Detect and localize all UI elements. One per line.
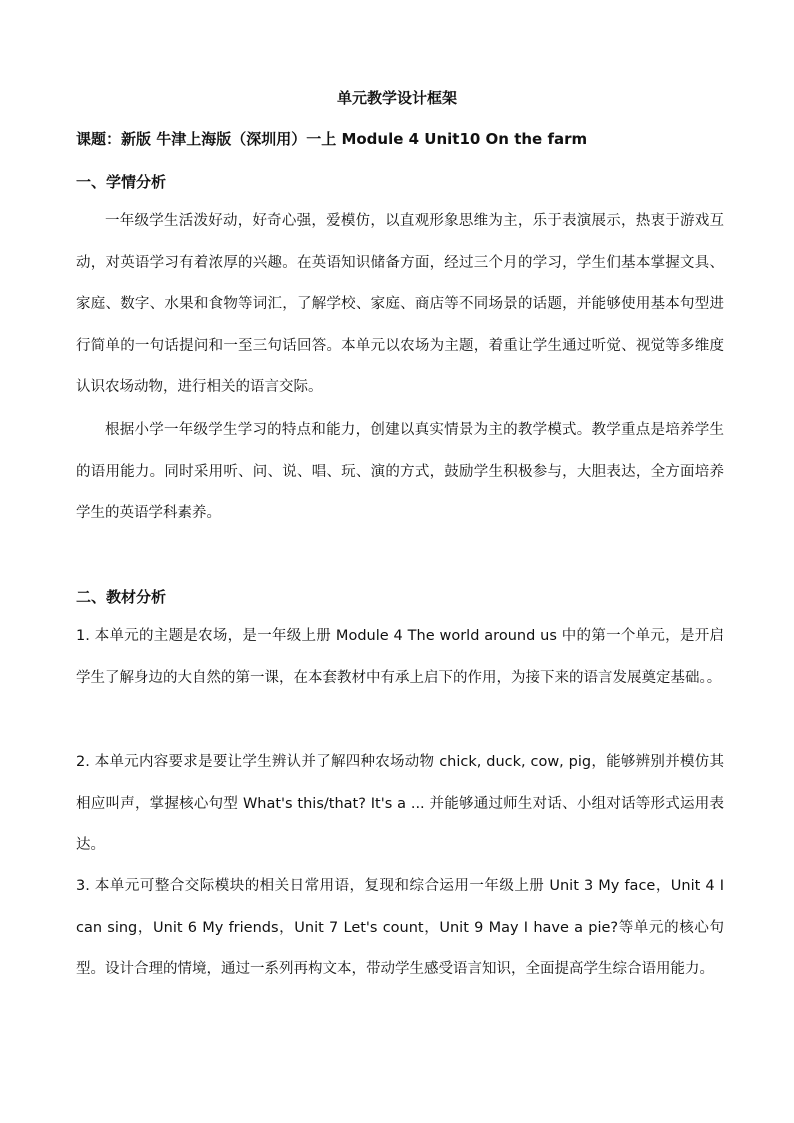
learner-analysis-paragraph-2: 根据小学一年级学生学习的特点和能力，创建以真实情景为主的教学模式。教学重点是培养学生的语用能力。同时采用听、问、说、唱、玩、演的方式，鼓励学生积极参与，大胆表达，全方面培养学生的英语学科素养。 [76,422,724,521]
material-analysis-item-3: 3. 本单元可整合交际模块的相关日常用语，复现和综合运用一年级上册 Unit 3 My face，Unit 4 I can sing，Unit 6 My friends，Unit 7 Let's count，Unit 9 May I have a pie?等单元的核心句型。设计合理的情境，通过一系列再构文本，带动学生感受语言知识，全面提高学生综合语用能力。 [76,878,724,977]
section-heading-material-analysis: 二、教材分析 [76,588,167,606]
section-heading-learner-analysis: 一、学情分析 [76,173,167,191]
document-title: 单元教学设计框架 [336,89,457,107]
material-analysis-item-1: 1. 本单元的主题是农场，是一年级上册 Module 4 The world around us 中的第一个单元，是开启学生了解身边的大自然的第一课，在本套教材中有承上启下的作用，为接下来的语言发展奠定基础。。 [76,628,724,686]
material-analysis-item-2: 2. 本单元内容要求是要让学生辨认并了解四种农场动物 chick, duck, cow, pig，能够辨别并模仿其相应叫声，掌握核心句型 What's this/that? It's a ... 并能够通过师生对话、小组对话等形式运用表达。 [76,754,724,853]
lesson-subject: 课题：新版 牛津上海版（深圳用）一上 Module 4 Unit10 On the farm [76,130,588,148]
learner-analysis-paragraph-1: 一年级学生活泼好动，好奇心强，爱模仿，以直观形象思维为主，乐于表演展示，热衷于游戏互动，对英语学习有着浓厚的兴趣。在英语知识储备方面，经过三个月的学习，学生们基本掌握文具、家庭、数字、水果和食物等词汇，了解学校、家庭、商店等不同场景的话题，并能够使用基本句型进行简单的一句话提问和一至三句话回答。本单元以农场为主题，着重让学生通过听觉、视觉等多维度认识农场动物，进行相关的语言交际。 [76,213,724,395]
